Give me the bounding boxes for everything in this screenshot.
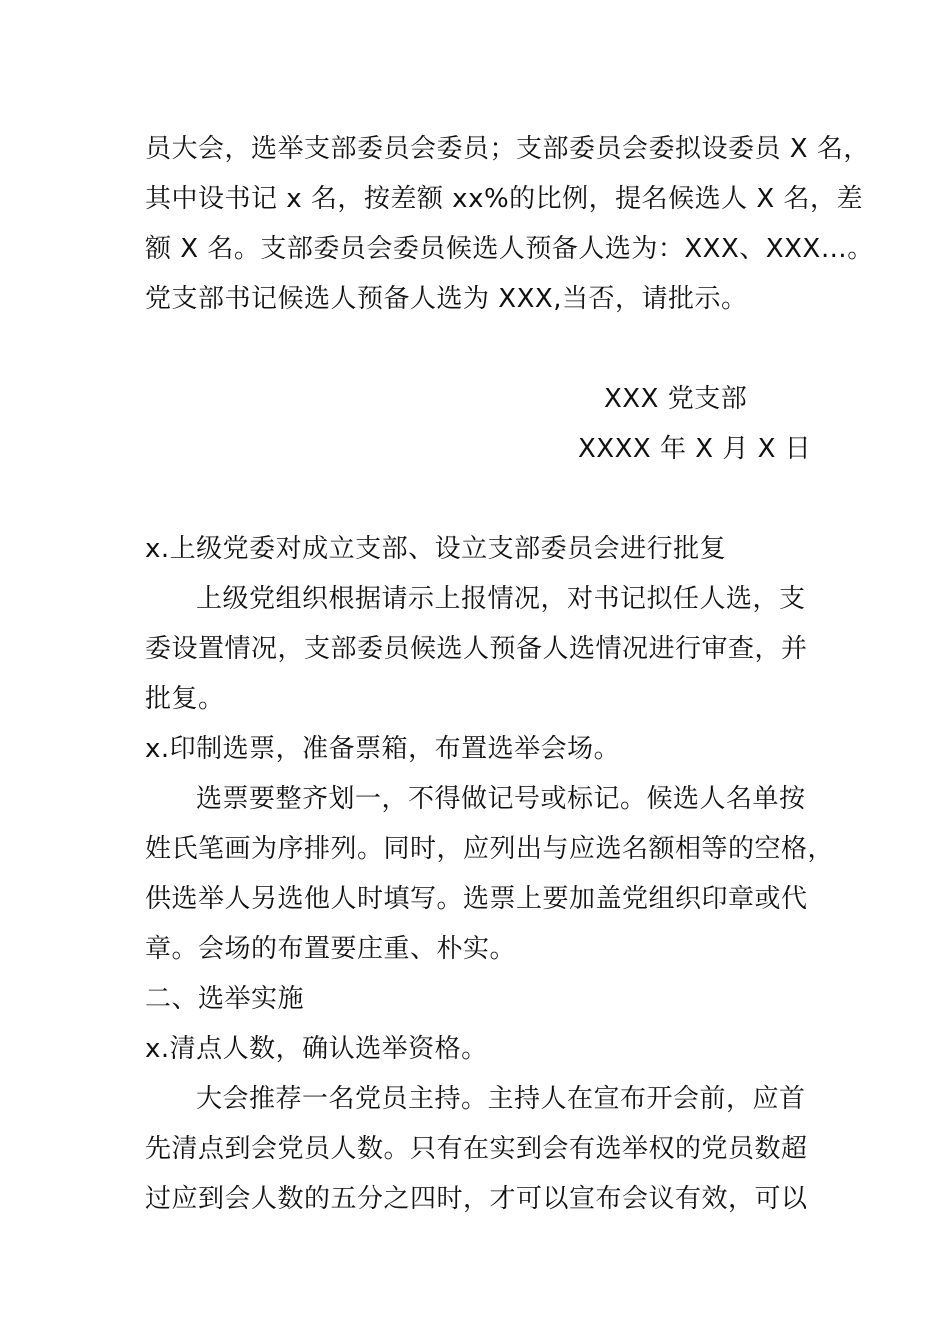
paragraph-line: 上级党组织根据请示上报情况，对书记拟任人选，支: [196, 584, 806, 614]
signature-date: XXXX 年 X 月 X 日: [578, 434, 812, 464]
paragraph-line: 姓氏笔画为序排列。同时，应列出与应选名额相等的空格，: [145, 834, 835, 864]
paragraph-line: 批复。: [145, 684, 225, 714]
part-heading-election: 二、选举实施: [145, 984, 305, 1014]
paragraph-line: 选票要整齐划一，不得做记号或标记。候选人名单按: [196, 784, 806, 814]
paragraph-line: 大会推荐一名党员主持。主持人在宣布开会前，应首: [196, 1084, 806, 1114]
paragraph-line: 过应到会人数的五分之四时，才可以宣布会议有效，可以: [145, 1184, 808, 1214]
paragraph-line: 委设置情况，支部委员候选人预备人选情况进行审查，并: [145, 634, 808, 664]
section-heading-approval: x.上级党委对成立支部、设立支部委员会进行批复: [145, 534, 727, 564]
section-heading-count: x.清点人数，确认选举资格。: [145, 1034, 488, 1064]
paragraph-line: 供选举人另选他人时填写。选票上要加盖党组织印章或代: [145, 884, 808, 914]
section-heading-ballots: x.印制选票，准备票箱，布置选举会场。: [145, 734, 621, 764]
paragraph-line: 额 X 名。支部委员会委员候选人预备人选为：XXX、XXX…。: [145, 234, 874, 264]
paragraph-line: 党支部书记候选人预备人选为 XXX,当否，请批示。: [145, 284, 748, 314]
paragraph-line: 章。会场的布置要庄重、朴实。: [145, 934, 517, 964]
paragraph-line: 先清点到会党员人数。只有在实到会有选举权的党员数超: [145, 1134, 808, 1164]
signature-organization: XXX 党支部: [604, 384, 748, 414]
paragraph-line: 员大会，选举支部委员会委员；支部委员会委拟设委员 X 名，: [145, 134, 870, 164]
paragraph-line: 其中设书记 x 名，按差额 xx%的比例，提名候选人 X 名，差: [145, 184, 864, 214]
